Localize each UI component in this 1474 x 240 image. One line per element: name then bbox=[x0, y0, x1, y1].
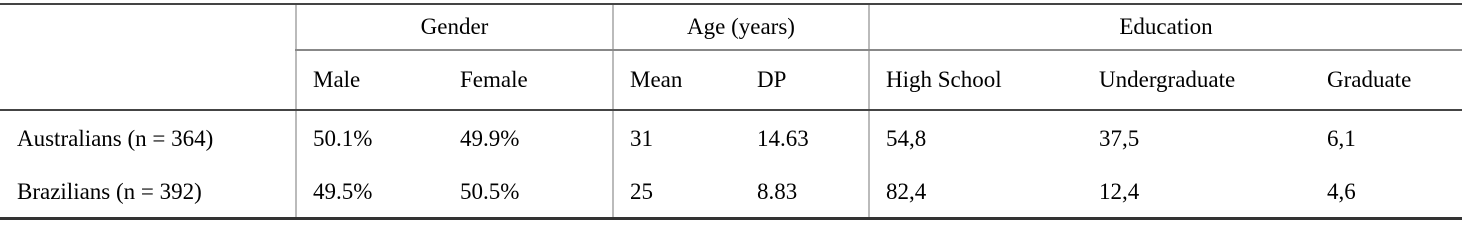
row-label: Brazilians (n = 392) bbox=[0, 167, 296, 219]
table-row bbox=[0, 110, 1462, 167]
column-header-male: Male bbox=[296, 50, 444, 110]
table-cell: 4,6 bbox=[1311, 167, 1462, 219]
table-cell: 14.63 bbox=[757, 126, 809, 151]
education-header: Education bbox=[869, 4, 1462, 50]
table-cell: 54,8 bbox=[869, 110, 1083, 167]
group-header-row bbox=[0, 4, 1462, 50]
corner-cell bbox=[0, 4, 296, 50]
table-cell: 37,5 bbox=[1099, 126, 1140, 151]
table-cell: 31 bbox=[613, 110, 741, 167]
column-header-female: Female bbox=[444, 50, 613, 110]
column-header-graduate: Graduate bbox=[1311, 50, 1462, 110]
age-header: Age (years) bbox=[613, 4, 869, 50]
demographics-table bbox=[0, 3, 1462, 220]
column-header-high-school: High School bbox=[869, 50, 1083, 110]
table-cell: 25 bbox=[613, 167, 741, 219]
column-header-row bbox=[0, 50, 1462, 110]
table-cell: 50.5% bbox=[444, 167, 613, 219]
table-cell: 6,1 bbox=[1327, 126, 1356, 151]
table-cell: 49.9% bbox=[460, 126, 520, 151]
table-cell: 49.5% bbox=[296, 167, 444, 219]
gender-header: Gender bbox=[296, 4, 613, 50]
column-header-undergraduate: Undergraduate bbox=[1083, 50, 1311, 110]
table-cell: 82,4 bbox=[869, 167, 1083, 219]
empty-header-cell bbox=[0, 50, 296, 110]
table-cell: 12,4 bbox=[1083, 167, 1311, 219]
table-row bbox=[0, 167, 1462, 219]
table-cell: 8.83 bbox=[741, 167, 869, 219]
table-cell: 50.1% bbox=[296, 110, 444, 167]
column-header-dp: DP bbox=[741, 50, 869, 110]
column-header-mean: Mean bbox=[613, 50, 741, 110]
row-label: Australians (n = 364) bbox=[17, 126, 214, 151]
